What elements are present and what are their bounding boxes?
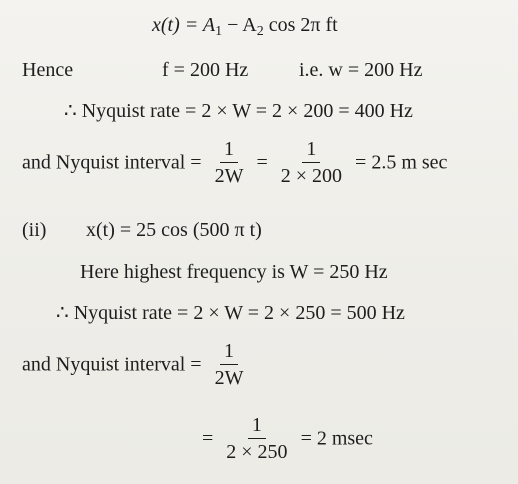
equals-sign: = <box>256 151 268 174</box>
fraction-1-over-2x250 <box>222 414 291 463</box>
equals-sign: = <box>202 427 214 450</box>
nyquist-rate-2 <box>56 302 405 324</box>
nyquist-interval-1-label: and Nyquist interval = <box>22 151 202 174</box>
hence-word: Hence <box>22 59 74 81</box>
eq1-minus: − A <box>222 14 257 36</box>
therefore-symbol: ∴ <box>56 302 69 324</box>
final-result: = 2 msec <box>300 427 373 450</box>
part-ii-eq: x(t) = 25 cos (500 π t) <box>86 219 262 241</box>
fraction-numerator: 1 <box>302 138 320 163</box>
hence-w <box>299 59 422 81</box>
fraction-numerator: 1 <box>220 340 238 365</box>
hence-ie: i.e. w = 200 Hz <box>299 59 423 81</box>
fraction-numerator: 1 <box>220 138 238 163</box>
hence-line <box>22 59 73 81</box>
hence-f: f = 200 Hz <box>162 59 249 81</box>
fraction-1-over-2w <box>211 138 248 187</box>
nyquist-interval-1 <box>22 138 447 187</box>
fraction-denominator: 2W <box>214 165 244 187</box>
nyquist-rate-1-text: Nyquist rate = 2 × W = 2 × 200 = 400 Hz <box>81 100 413 122</box>
eq1-sub1: 1 <box>215 24 223 39</box>
final-result-line <box>202 414 373 463</box>
fraction-1-over-2w <box>211 340 248 389</box>
nyquist-interval-2 <box>22 340 251 389</box>
fraction-denominator: 2 × 250 <box>226 441 288 463</box>
nyquist-interval-1-result: = 2.5 m sec <box>355 151 448 174</box>
part-ii-marker: (ii) <box>22 219 47 241</box>
nyquist-interval-2-label: and Nyquist interval = <box>22 353 202 376</box>
fraction-1-over-2x200 <box>277 138 346 187</box>
highest-frequency-line <box>80 261 388 283</box>
eq1-sub2: 2 <box>256 24 264 39</box>
therefore-symbol: ∴ <box>64 100 77 122</box>
eq1-rhs: cos 2π ft <box>263 14 338 36</box>
highest-frequency-text: Here highest frequency is W = 250 Hz <box>80 261 388 283</box>
fraction-numerator: 1 <box>248 414 266 439</box>
part-ii-equation <box>86 219 262 241</box>
fraction-denominator: 2W <box>214 367 244 389</box>
equation-xt <box>152 14 338 39</box>
nyquist-rate-1 <box>64 100 413 122</box>
hence-frequency <box>162 59 248 81</box>
part-ii-label <box>22 219 46 241</box>
fraction-denominator: 2 × 200 <box>280 165 343 187</box>
eq1-lhs: x(t) = A <box>152 14 216 36</box>
nyquist-rate-2-text: Nyquist rate = 2 × W = 2 × 250 = 500 Hz <box>73 302 405 324</box>
